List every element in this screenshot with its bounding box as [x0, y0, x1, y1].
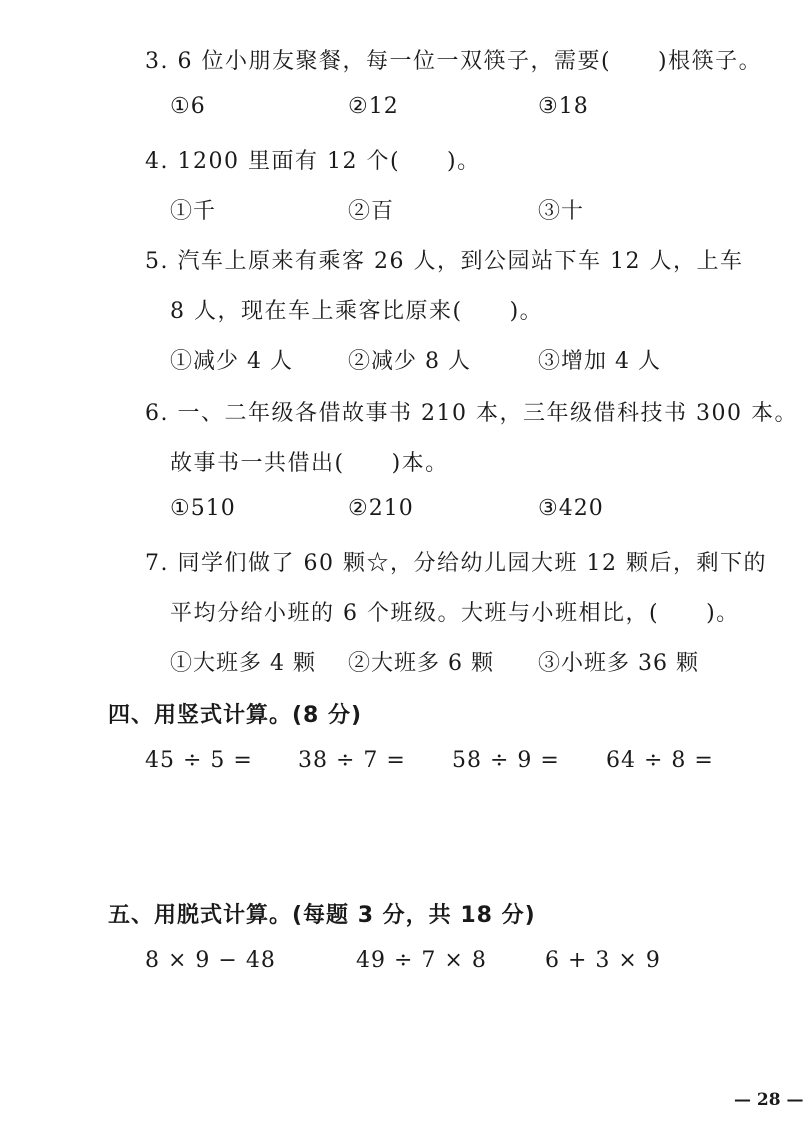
section-5-expr-1: 8 × 9 − 48	[145, 948, 276, 973]
question-5-text-line-1: 5. 汽车上原来有乘客 26 人，到公园站下车 12 人，上车	[145, 249, 744, 274]
question-4-text: 4. 1200 里面有 12 个( )。	[145, 149, 481, 174]
question-5-option-3: ③增加 4 人	[538, 349, 661, 374]
question-4-option-1: ①千	[170, 199, 217, 224]
section-5-expr-3: 6 + 3 × 9	[545, 948, 661, 973]
question-7-option-3: ③小班多 36 颗	[538, 651, 699, 676]
section-5-heading: 五、用脱式计算。(每题 3 分，共 18 分)	[108, 903, 536, 928]
question-6-option-2: ②210	[348, 496, 414, 521]
question-7-option-2: ②大班多 6 颗	[348, 651, 494, 676]
question-7-option-1: ①大班多 4 颗	[170, 651, 316, 676]
question-5-option-1: ①减少 4 人	[170, 349, 293, 374]
question-3-option-3: ③18	[538, 94, 589, 119]
question-3-option-1: ①6	[170, 94, 206, 119]
question-3-option-2: ②12	[348, 94, 399, 119]
section-5-expr-2: 49 ÷ 7 × 8	[356, 948, 487, 973]
section-4-heading: 四、用竖式计算。(8 分)	[108, 703, 363, 728]
question-4-option-3: ③十	[538, 199, 585, 224]
page-number: — 28 —	[734, 1090, 804, 1110]
question-6-text-line-2: 故事书一共借出( )本。	[170, 451, 449, 476]
question-5-option-2: ②减少 8 人	[348, 349, 471, 374]
question-6-text-line-1: 6. 一、二年级各借故事书 210 本，三年级借科技书 300 本。	[145, 401, 798, 426]
section-4-expr-2: 38 ÷ 7 =	[298, 748, 406, 773]
section-4-expr-1: 45 ÷ 5 =	[145, 748, 253, 773]
section-4-expr-3: 58 ÷ 9 =	[452, 748, 560, 773]
question-3-text: 3. 6 位小朋友聚餐，每一位一双筷子，需要( )根筷子。	[145, 49, 763, 74]
question-6-option-3: ③420	[538, 496, 604, 521]
question-4-option-2: ②百	[348, 199, 395, 224]
question-5-text-line-2: 8 人，现在车上乘客比原来( )。	[170, 299, 544, 324]
question-7-text-line-1: 7. 同学们做了 60 颗☆，分给幼儿园大班 12 颗后，剩下的	[145, 551, 767, 576]
question-7-text-line-2: 平均分给小班的 6 个班级。大班与小班相比，( )。	[170, 601, 740, 626]
question-6-option-1: ①510	[170, 496, 236, 521]
section-4-expr-4: 64 ÷ 8 =	[606, 748, 714, 773]
